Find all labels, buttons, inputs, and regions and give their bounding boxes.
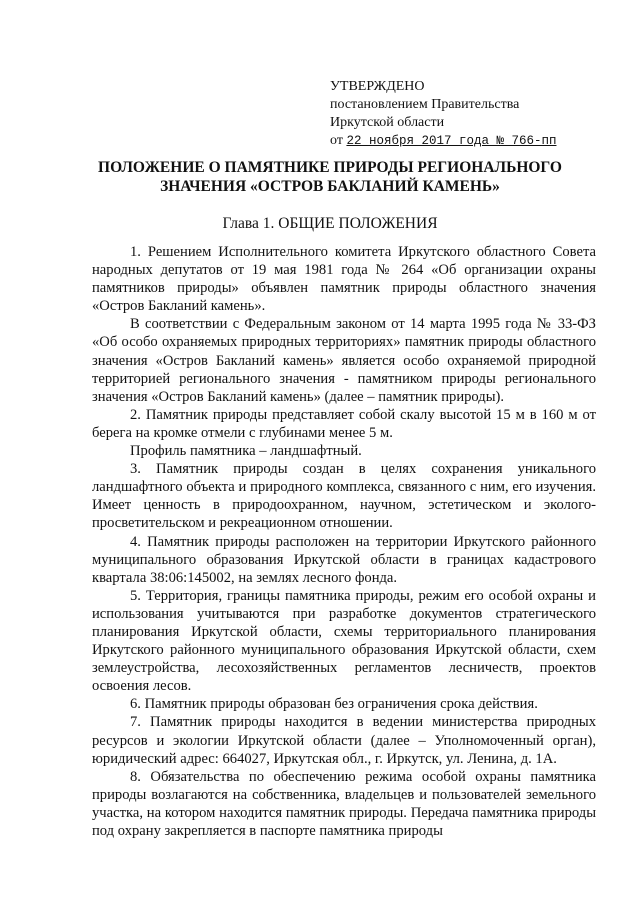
paragraph-4: 4. Памятник природы расположен на территории Иркутского районного муниципального образования Иркутской области в границах кадастрового квартала 38:06:145002, на землях лесного фонда. [92, 533, 596, 586]
paragraph-2: 2. Памятник природы представляет собой скалу высотой 15 м в 160 м от берега на кромке отмели с глубинами менее 5 м. [92, 406, 596, 441]
paragraph-3: 3. Памятник природы создан в целях сохранения уникального ландшафтного объекта и природного комплекса, связанного с ним, его изучения. Имеет ценность в природоохранном, научном, эстетическом и эколого-просветительском и рекреационном отношении. [92, 461, 596, 532]
approval-heading: УТВЕРЖДЕНО [330, 79, 425, 94]
paragraph-2-profile: Профиль памятника – ландшафтный. [130, 443, 362, 460]
paragraph-1-continued: В соответствии с Федеральным законом от 14 марта 1995 года № 33-ФЗ «Об особо охраняемых природных территориях» памятник природы областного значения «Остров Бакланий камень» является особо охраняемой природной территорией регионального значения - памятником природы регионального значения «Остров Бакланий камень» (далее – памятник природы). [92, 316, 596, 405]
paragraph-5: 5. Территория, границы памятника природы, режим его особой охраны и использования учитываются при разработке документов стратегического планирования Иркутской области, схемы территориального планирования Иркутского районного муниципального образования Иркутской области, схем землеустройства, лесохозяйственных регламентов лесничеств, проектов освоения лесов. [92, 587, 596, 695]
approval-date-line [330, 132, 556, 150]
document-title [70, 158, 590, 196]
paragraph-7: 7. Памятник природы находится в ведении министерства природных ресурсов и экологии Иркутской области (далее – Уполномоченный орган), юридический адрес: 664027, Иркутская обл., г. Иркутск, ул. Ленина, д. 1А. [92, 714, 596, 767]
chapter-heading: Глава 1. ОБЩИЕ ПОЛОЖЕНИЯ [222, 215, 438, 232]
document-title-line-2: ЗНАЧЕНИЯ «ОСТРОВ БАКЛАНИЙ КАМЕНЬ» [160, 178, 500, 195]
approval-block [330, 78, 556, 150]
document-title-line-1: ПОЛОЖЕНИЕ О ПАМЯТНИКЕ ПРИРОДЫ РЕГИОНАЛЬНОГО [98, 159, 562, 176]
paragraph-8: 8. Обязательства по обеспечению режима особой охраны памятника природы возлагаются на собственника, владельцев и пользователей земельного участка, на котором находится памятник природы. Передача памятника природы под охрану закрепляется в паспорте памятника природы [92, 768, 596, 839]
document-body [92, 243, 596, 840]
paragraph-1: 1. Решением Исполнительного комитета Иркутского областного Совета народных депутатов от 19 мая 1981 года № 264 «Об организации охраны памятников природы» объявлен памятник природы областного значения «Остров Бакланий камень». [92, 244, 596, 315]
approval-region-line: Иркутской области [330, 115, 445, 130]
approval-date-value: 22 ноября 2017 года № 766-пп [346, 134, 557, 148]
paragraph-6: 6. Памятник природы образован без ограничения срока действия. [130, 696, 538, 713]
approval-decree-line: постановлением Правительства [330, 97, 520, 112]
approval-date-prefix: от [330, 133, 343, 148]
